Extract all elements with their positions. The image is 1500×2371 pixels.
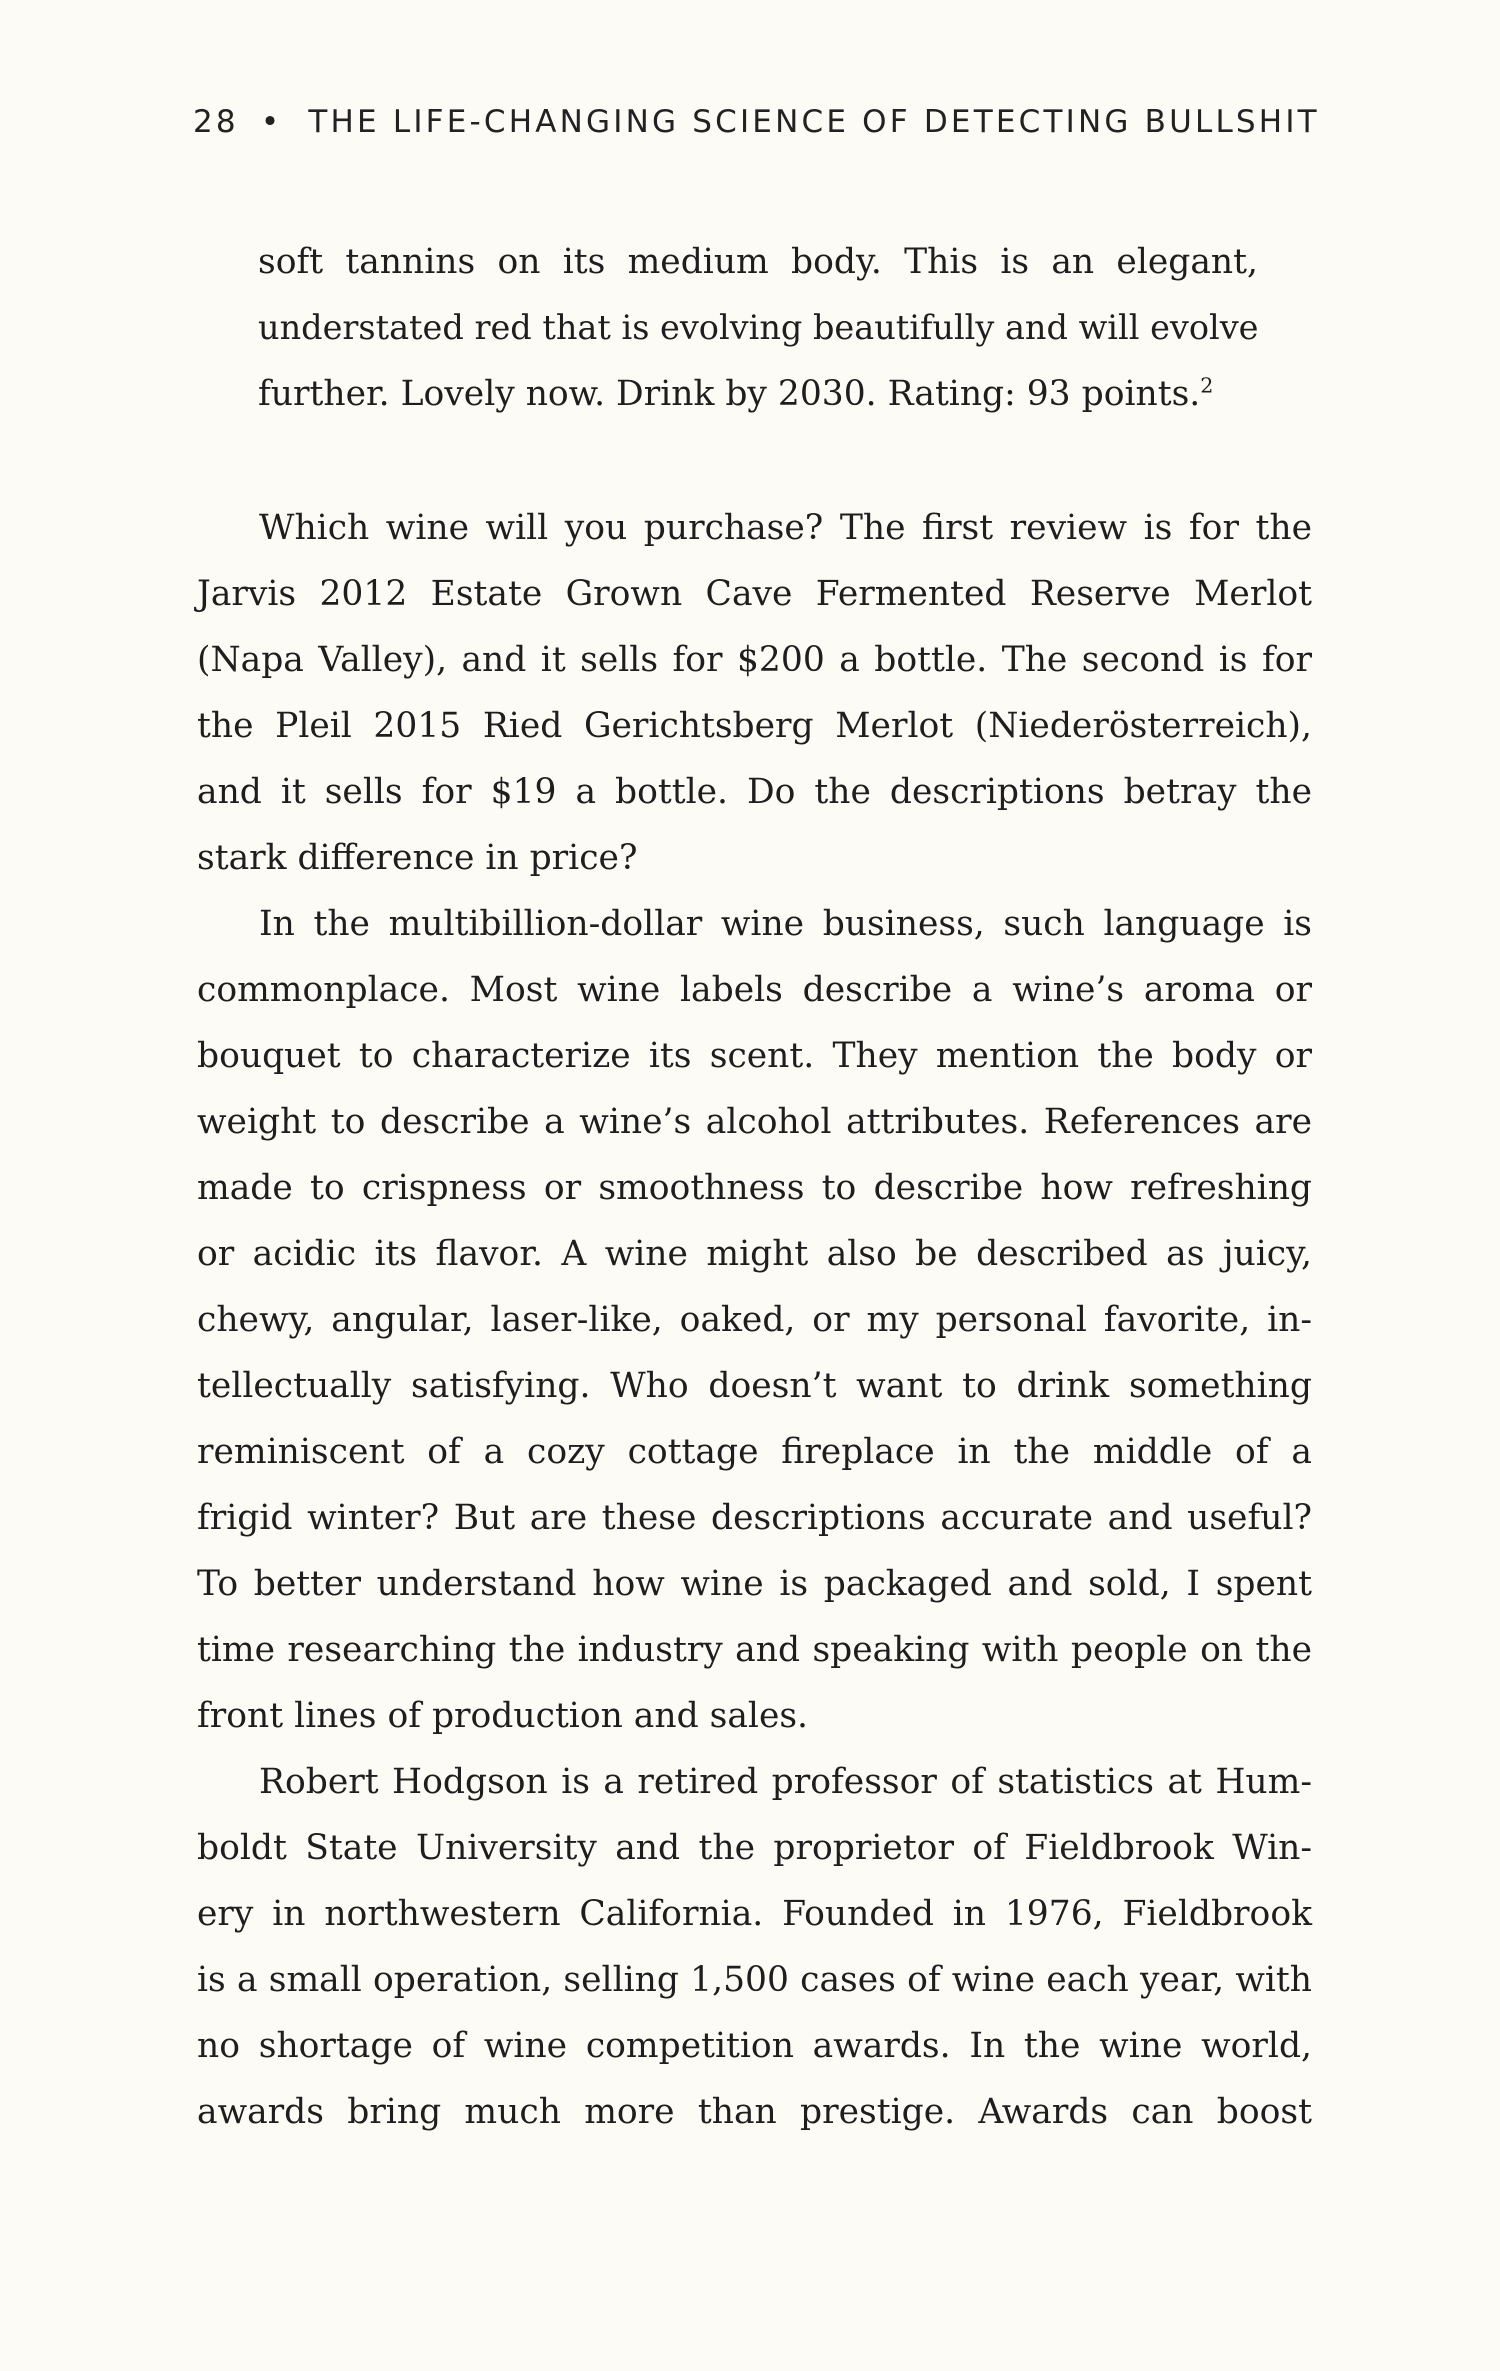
paragraph-line: In the multibillion-dollar wine business, such language is (259, 904, 1312, 944)
book-title: THE LIFE-CHANGING SCIENCE OF DETECTING BULLSHIT (308, 104, 1320, 140)
paragraph-line: stark difference in price? (197, 838, 638, 878)
paragraph-robert-hodgson (197, 1749, 1312, 2145)
paragraph-line: time researching the industry and speaking with people on the (197, 1630, 1312, 1670)
wine-review-quote (258, 229, 1258, 427)
footnote-marker: 2 (1200, 373, 1214, 398)
header-separator: • (260, 104, 283, 140)
paragraph-line: or acidic its flavor. A wine might also be described as juicy, (197, 1234, 1312, 1274)
body-text (197, 495, 1312, 2145)
quote-line: soft tannins on its medium body. This is an elegant, (258, 242, 1258, 282)
paragraph-line: front lines of production and sales. (197, 1696, 809, 1736)
paragraph-line: commonplace. Most wine labels describe a wine’s aroma or (197, 970, 1312, 1010)
paragraph-line: reminiscent of a cozy cottage fireplace in the middle of a (197, 1432, 1312, 1472)
paragraph-line: Which wine will you purchase? The first review is for the (259, 508, 1312, 548)
paragraph-line: bouquet to characterize its scent. They mention the body or (197, 1036, 1312, 1076)
paragraph-line: Robert Hodgson is a retired professor of statistics at Hum- (259, 1762, 1312, 1802)
paragraph-line: weight to describe a wine’s alcohol attributes. References are (197, 1102, 1312, 1142)
paragraph-line: is a small operation, selling 1,500 cases of wine each year, with (197, 1960, 1312, 2000)
paragraph-line: boldt State University and the proprietor of Fieldbrook Win- (197, 1828, 1312, 1868)
paragraph-line: chewy, angular, laser-like, oaked, or my personal favorite, in- (197, 1300, 1312, 1340)
paragraph-line: awards bring much more than prestige. Awards can boost (197, 2092, 1312, 2132)
quote-line-text: further. Lovely now. Drink by 2030. Rating: 93 points. (258, 374, 1201, 414)
paragraph-line: made to crispness or smoothness to describe how refreshing (197, 1168, 1312, 1208)
quote-line (258, 361, 1258, 427)
page-number: 28 (193, 104, 239, 140)
paragraph-which-wine (197, 495, 1312, 891)
paragraph-line: frigid winter? But are these descriptions accurate and useful? (197, 1498, 1312, 1538)
running-header (193, 104, 1320, 140)
paragraph-line: Jarvis 2012 Estate Grown Cave Fermented Reserve Merlot (197, 574, 1312, 614)
paragraph-line: To better understand how wine is packaged and sold, I spent (197, 1564, 1312, 1604)
paragraph-line: tellectually satisfying. Who doesn’t want to drink something (197, 1366, 1312, 1406)
quote-line: understated red that is evolving beautifully and will evolve (258, 308, 1259, 347)
paragraph-line: no shortage of wine competition awards. In the wine world, (197, 2026, 1312, 2066)
paragraph-line: the Pleil 2015 Ried Gerichtsberg Merlot (Niederösterreich), (197, 706, 1312, 746)
paragraph-line: (Napa Valley), and it sells for $200 a bottle. The second is for (197, 640, 1312, 680)
paragraph-line: and it sells for $19 a bottle. Do the descriptions betray the (197, 772, 1312, 812)
paragraph-line: ery in northwestern California. Founded in 1976, Fieldbrook (197, 1894, 1312, 1934)
paragraph-wine-business (197, 891, 1312, 1749)
